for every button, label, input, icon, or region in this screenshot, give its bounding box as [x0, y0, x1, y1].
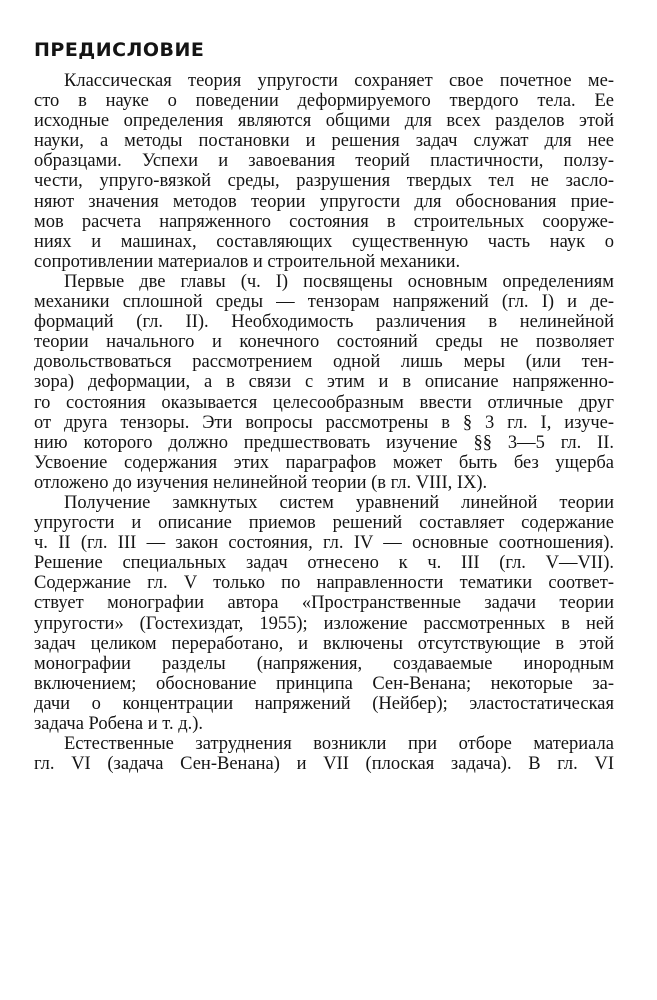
text-line: сто в науке о поведении деформируемого твердого тела. Ее	[34, 91, 614, 112]
text-line: ствует монографии автора «Пространственные задачи теории	[34, 593, 614, 614]
text-line: гл. VI (задача Сен-Венана) и VII (плоская задача). В гл. VI	[34, 754, 614, 775]
paragraph-4	[34, 734, 614, 774]
text-line: науки, а методы постановки и решения задач служат для нее	[34, 131, 614, 152]
text-line: механики сплошной среды — тензорам напряжений (гл. I) и де-	[34, 292, 614, 313]
text-line: ч. II (гл. III — закон состояния, гл. IV — основные соотношения).	[34, 533, 614, 554]
text-line: формаций (гл. II). Необходимость различения в нелинейной	[34, 312, 614, 333]
paragraph-1	[34, 71, 614, 272]
paragraph-2	[34, 272, 614, 493]
text-line: Естественные затруднения возникли при отборе материала	[64, 734, 614, 755]
text-line: Содержание гл. V только по направленности тематики соответ-	[34, 573, 614, 594]
text-line: ниях и машинах, составляющих существенную часть наук о	[34, 231, 614, 252]
text-line: теории начального и конечного состояний среды не позволяет	[34, 332, 614, 353]
text-line: упругости и описание приемов решений составляет содержание	[34, 513, 614, 534]
text-line: Усвоение содержания этих параграфов может быть без ущерба	[34, 452, 614, 473]
text-line: дачи о концентрации напряжений (Нейбер); эластостатическая	[34, 693, 614, 714]
page-heading: ПРЕДИСЛОВИЕ	[34, 39, 205, 61]
text-line: задач целиком переработано, и включены отсутствующие в этой	[34, 633, 614, 654]
text-line: чести, упруго-вязкой среды, разрушения твердых тел не засло-	[34, 171, 614, 192]
text-line: Первые две главы (ч. I) посвящены основным определениям	[64, 271, 614, 292]
text-line: мов расчета напряженного состояния в строительных сооруже-	[34, 211, 614, 232]
text-line: монографии разделы (напряжения, создаваемые инородным	[34, 653, 614, 674]
text-line: включением; обоснование принципа Сен-Венана; некоторые за-	[34, 673, 614, 694]
text-line: упругости» (Гостехиздат, 1955); изложение рассмотренных в ней	[34, 613, 614, 634]
text-line: образцами. Успехи и завоевания теорий пластичности, ползу-	[34, 151, 614, 172]
text-line: сопротивлении материалов и строительной механики.	[34, 251, 461, 272]
text-line: от друга тензоры. Эти вопросы рассмотрены в § 3 гл. I, изуче-	[34, 412, 614, 433]
paragraph-3	[34, 493, 614, 734]
text-line: няют значения методов теории упругости для обоснования прие-	[34, 191, 614, 212]
text-line: нию которого должно предшествовать изучение §§ 3—5 гл. II.	[34, 432, 614, 453]
text-line: отложено до изучения нелинейной теории (в гл. VIII, IX).	[34, 472, 488, 493]
text-line: задача Робена и т. д.).	[34, 714, 204, 734]
text-line: Решение специальных задач отнесено к ч. III (гл. V—VII).	[34, 553, 614, 574]
text-line: Классическая теория упругости сохраняет свое почетное ме-	[64, 71, 614, 91]
text-line: зора) деформации, а в связи с этим и в описание напряженно-	[34, 372, 614, 393]
body-text	[34, 71, 614, 774]
text-line: довольствоваться рассмотрением одной лишь меры (или тен-	[34, 352, 614, 373]
text-line: исходные определения являются общими для всех разделов этой	[34, 111, 614, 132]
text-line: го состояния оказывается целесообразным ввести отличные друг	[34, 392, 614, 413]
text-line: Получение замкнутых систем уравнений линейной теории	[64, 492, 614, 513]
